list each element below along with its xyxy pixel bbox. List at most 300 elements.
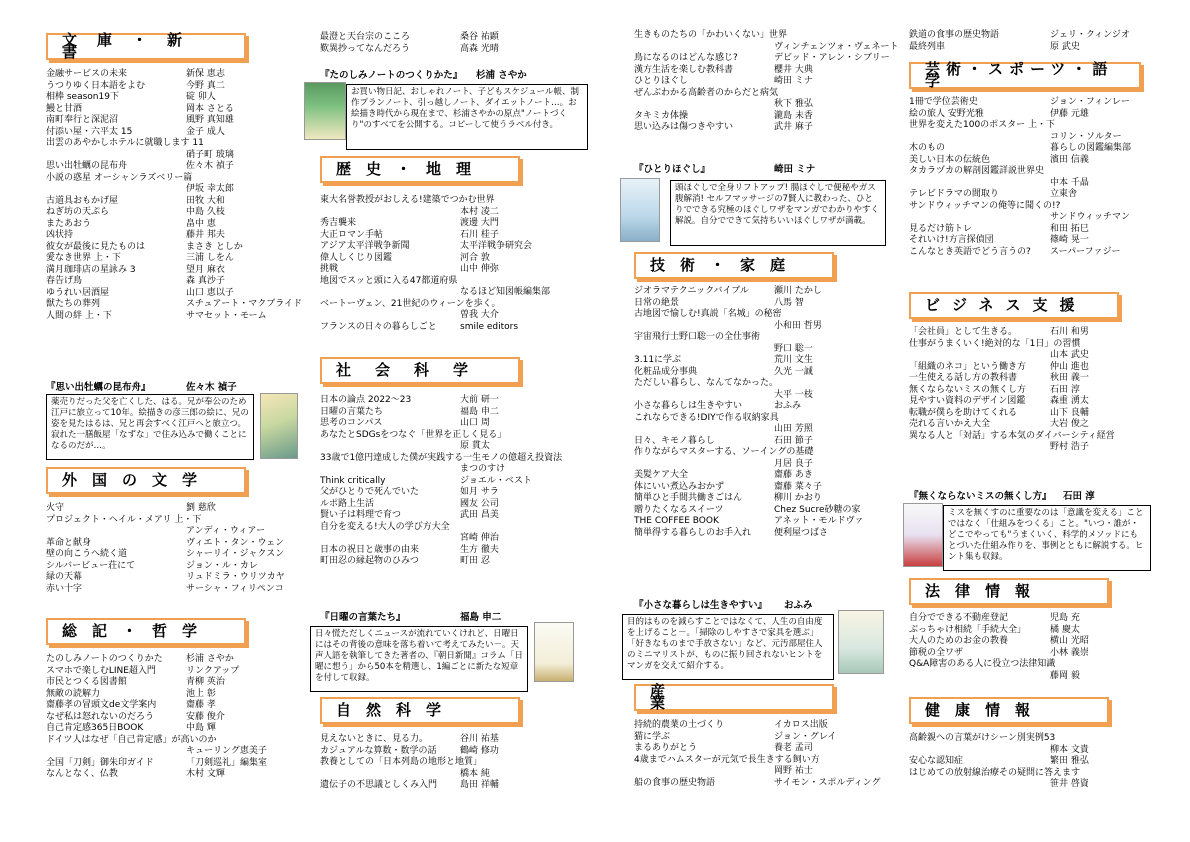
section-header-shakai: 社会科学 xyxy=(320,357,520,384)
list-item xyxy=(909,659,1154,671)
book-author: 石田 節子 xyxy=(774,435,813,446)
list-item xyxy=(320,287,600,299)
book-author: 佐々木 禎子 xyxy=(186,161,234,171)
book-title: 木のもの xyxy=(909,143,946,153)
book-title: 緑の天幕 xyxy=(46,572,83,582)
list-item xyxy=(320,499,600,511)
section-header-rekishi: 歴史・地理 xyxy=(320,156,520,183)
book-author: サマセット・モーム xyxy=(186,310,267,321)
list-item xyxy=(46,69,296,81)
book-author: ヴィンチェンツォ・ヴェネート xyxy=(774,41,899,52)
book-title: 「組織のネコ」という働き方 xyxy=(909,361,1027,372)
list-item xyxy=(320,510,600,522)
list-item xyxy=(634,720,896,732)
section-header-shizen: 自然科学 xyxy=(320,697,520,724)
feature-description: 薬売りだった父を亡くした、はる。兄が奉公のため江戸に旅立って10年。絵描きの彦三郎の絵に、兄の姿を見たはるは、兄と再会すべく江戸へと旅立つ。寂れた一膳飯屋「なずな」で住み込みで働くことになるのだが…。 xyxy=(46,394,254,460)
book-author: 中島 久枝 xyxy=(186,207,225,217)
list-item xyxy=(909,408,1154,420)
list-item xyxy=(46,207,296,219)
book-title: 満月珈琲店の星詠み 3 xyxy=(46,264,136,275)
list-item xyxy=(320,310,600,322)
book-author: 久光 一誠 xyxy=(774,366,813,377)
book-author: 山中 伸弥 xyxy=(460,264,499,274)
book-author: 篠崎 晃一 xyxy=(1050,235,1089,245)
book-title: プロジェクト・ヘイル・メアリ 上・下 xyxy=(46,514,202,525)
book-title: 4歳までハムスターが元気で長生きする飼い方 xyxy=(634,754,820,765)
list-item xyxy=(909,178,1154,190)
book-cover-image xyxy=(620,178,660,242)
book-title: うつりゆく日本語をよむ xyxy=(46,80,146,91)
book-author: デビッド・アレン・シブリー xyxy=(774,53,890,63)
list-item xyxy=(320,780,600,792)
book-author: 硝子町 玻璃 xyxy=(186,149,234,160)
list-item xyxy=(320,734,600,746)
list-item xyxy=(634,355,896,367)
book-title: 思い出牡蠣の昆布舟 xyxy=(46,161,128,171)
book-author: 暮らしの図鑑編集部 xyxy=(1050,143,1132,153)
book-author: 渡邊 大門 xyxy=(460,218,499,228)
book-title: 見るだけ筋トレ xyxy=(909,223,973,234)
list-item xyxy=(320,276,600,288)
book-author: スーパーファジー xyxy=(1050,246,1121,257)
list-item xyxy=(909,362,1154,374)
book-author: 笹井 啓資 xyxy=(1050,779,1089,789)
book-title: 船の食事の歴史物語 xyxy=(634,777,716,788)
list-item xyxy=(320,32,600,44)
list-item xyxy=(909,212,1154,224)
list-item xyxy=(909,143,1154,155)
book-title: 仕事がうまくいく!絶対的な「1日」の習慣 xyxy=(909,338,1081,349)
list-item xyxy=(320,453,600,465)
book-title: 一生使える話し方の教科書 xyxy=(909,373,1018,383)
book-title: あなたとSDGsをつなぐ「世界を正しく見る」 xyxy=(320,429,507,440)
list-item xyxy=(634,447,896,459)
book-title: 思い込みは傷つきやすい xyxy=(634,122,734,132)
list-item xyxy=(320,522,600,534)
book-author: 伊藤 元雄 xyxy=(1050,108,1089,119)
list-item xyxy=(634,459,896,471)
book-title: 見えないときに、見る力。 xyxy=(320,734,429,744)
list-item xyxy=(320,757,600,769)
book-title: シルバービュー荘にて xyxy=(46,560,136,571)
list-item xyxy=(909,779,1154,791)
book-author: 町田 忍 xyxy=(460,556,490,566)
feature-title: 『無くならないミスの無くし方』 石田 淳 xyxy=(909,491,1095,502)
list-item xyxy=(46,288,296,300)
book-author: 大平 一枝 xyxy=(774,389,813,400)
book-author: 和田 拓巳 xyxy=(1050,223,1089,234)
list-item xyxy=(320,195,600,207)
list-item xyxy=(909,30,1154,42)
list-item xyxy=(320,533,600,545)
book-title: 節税の全ワザ xyxy=(909,647,964,658)
book-author: 本村 凌二 xyxy=(460,206,499,217)
section-header-bunko xyxy=(46,33,246,60)
book-title: ぶっちゃけ相続「手続大全」 xyxy=(909,624,1027,635)
book-title: ベートーヴェン、21世紀のウィーンを歩く。 xyxy=(320,298,501,309)
book-author: 國友 公司 xyxy=(460,498,499,509)
book-author: 櫻井 大典 xyxy=(774,64,813,75)
book-title: こんなとき英語でどう言うの? xyxy=(909,246,1031,257)
feature-description: ミスを無くすのに重要なのは「意識を変える」ことではなく「仕組みをつくる」こと。"いつ・誰が・どこでやっても"うまくいく、科学的メソッドにもとづいた仕組み作りを、事例とともに解説する。ヒント集も収録。 xyxy=(943,505,1151,571)
book-author: ヴィエト・タン・ウェン xyxy=(186,537,285,548)
book-author: サイモン・スポルディング xyxy=(774,777,881,788)
book-title: 贈りたくなるスイーツ xyxy=(634,504,724,515)
book-title: 「会社員」として生きる。 xyxy=(909,327,1018,337)
book-author: 岡本 さとる xyxy=(186,103,234,114)
book-author: 劉 慈欣 xyxy=(186,503,216,513)
book-author: コリン・ソルター xyxy=(1050,131,1122,142)
book-author: ジョン・ル・カレ xyxy=(186,560,258,571)
book-author: 橘 慶太 xyxy=(1050,624,1080,635)
book-author: 島田 祥輔 xyxy=(460,780,499,790)
section-header-gijutsu: 技術・家庭 xyxy=(634,252,834,279)
book-title: 遺伝子の不思議としくみ入門 xyxy=(320,780,438,790)
feature-description: お買い物日記、おしゃれノート、子どもスケジュール帳、制作プランノート、引っ越しノート、ダイエットノート…。お絵描き時代から現在まで、杉浦さやかの原点"ノートづくり"のすべてを公開する。コピーして使うラベル付き。 xyxy=(346,84,588,150)
list-item xyxy=(634,778,896,790)
book-author: 宮崎 伸治 xyxy=(460,533,499,543)
list-item xyxy=(46,654,296,666)
book-title: 美髪ケア大全 xyxy=(634,470,689,480)
book-title: 猫に学ぶ xyxy=(634,731,671,742)
book-author: 秋田 義一 xyxy=(1050,373,1089,383)
book-title: 秀吉襲来 xyxy=(320,218,357,228)
book-title: 3.11に学ぶ xyxy=(634,355,682,365)
book-author: 武田 昌美 xyxy=(460,510,499,520)
list-item xyxy=(46,150,296,162)
book-author: 齋藤 菜々子 xyxy=(774,481,822,492)
book-title: 教養としての「日本列島の地形と地質」 xyxy=(320,757,483,767)
book-title: 小さな暮らしは生きやすい xyxy=(634,401,743,411)
list-item xyxy=(46,666,296,678)
book-author: 藤井 邦夫 xyxy=(186,230,225,240)
list-item xyxy=(634,367,896,379)
list-item xyxy=(320,299,600,311)
book-title: 漢方生活を楽しむ教科書 xyxy=(634,64,734,75)
list-item xyxy=(909,247,1154,259)
book-author: 繁田 雅弘 xyxy=(1050,756,1089,766)
list-item xyxy=(634,344,896,356)
list-item xyxy=(634,111,896,123)
book-title: 賢い子は料理で育つ xyxy=(320,510,402,520)
book-author: 野口 聡一 xyxy=(774,343,813,354)
book-title: 彼女が最後に見たものは xyxy=(46,241,146,252)
book-title: 付添い屋・六平太 15 xyxy=(46,126,133,137)
book-author: サーシャ・フィリペンコ xyxy=(186,583,284,594)
book-title: 1冊で学位芸術史 xyxy=(909,97,978,107)
book-title: 転職が僕らを助けてくれる xyxy=(909,407,1018,418)
book-title: スマホで楽しむLINE超入門 xyxy=(46,665,156,676)
list-item xyxy=(46,712,296,724)
book-title: 火守 xyxy=(46,503,65,513)
book-author: 桑谷 祐顕 xyxy=(460,32,499,42)
list-item xyxy=(320,241,600,253)
book-title: 挑戦 xyxy=(320,264,339,274)
book-author: 杉浦 さやか xyxy=(186,654,234,664)
list-item xyxy=(909,756,1154,768)
book-title: 自分を変える!大人の学び方大全 xyxy=(320,521,450,532)
list-item xyxy=(46,104,296,116)
book-title: 日曜の言葉たち xyxy=(320,406,384,417)
book-title: ドイツ人はなぜ「自己肯定感」が高いのか xyxy=(46,734,217,745)
list-item xyxy=(46,184,296,196)
list-item xyxy=(46,700,296,712)
book-title: 東大名誉教授がおしえる!建築でつかむ世界 xyxy=(320,195,495,205)
list-item xyxy=(634,99,896,111)
book-title: ルポ路上生活 xyxy=(320,498,375,509)
book-title: ただしい暮らし、なんてなかった。 xyxy=(634,378,779,388)
list-item xyxy=(634,516,896,528)
book-author: 石田 淳 xyxy=(1050,384,1080,395)
book-author: まさき としか xyxy=(186,241,243,252)
list-item xyxy=(909,373,1154,385)
list-item xyxy=(634,413,896,425)
book-author: イカロス出版 xyxy=(774,720,828,730)
book-title: 大人のためのお金の教養 xyxy=(909,636,1009,646)
book-author: 原 貫太 xyxy=(460,441,490,451)
list-item xyxy=(909,166,1154,178)
book-title: 生きものたちの「かわいくない」世界 xyxy=(634,30,788,40)
book-author: 山田 芳照 xyxy=(774,424,813,434)
list-item xyxy=(46,549,296,561)
list-item xyxy=(634,122,896,134)
book-title: これならできる!DIYで作る収納家具 xyxy=(634,412,779,423)
list-item xyxy=(46,758,296,770)
book-author: 瀬川 たかし xyxy=(774,286,822,296)
book-author: ジェリ・クィンジオ xyxy=(1050,30,1130,40)
book-title: 高齢親への言葉がけシーン別実例53 xyxy=(909,733,1056,743)
book-author: 青柳 英治 xyxy=(186,677,225,687)
book-title: 人間の絆 上・下 xyxy=(46,310,112,321)
list-item xyxy=(46,115,296,127)
book-author: 山口 周 xyxy=(460,418,490,428)
list-item xyxy=(46,746,296,758)
list-item xyxy=(320,395,600,407)
book-title: 簡単得する暮らしのお手入れ xyxy=(634,527,752,538)
list-item xyxy=(634,286,896,298)
book-title: 思考のコンパス xyxy=(320,418,383,428)
book-title: タキミカ体操 xyxy=(634,110,689,121)
list-item xyxy=(909,625,1154,637)
list-item xyxy=(320,253,600,265)
book-title: 鰻と甘酒 xyxy=(46,103,83,114)
book-author: 荒川 文生 xyxy=(774,355,813,365)
book-title: 最終列車 xyxy=(909,41,946,52)
book-title: アジア太平洋戦争新聞 xyxy=(320,241,410,251)
book-title: 壁の向こうへ続く道 xyxy=(46,549,128,559)
book-author: 山口 恵以子 xyxy=(186,287,234,298)
book-title: サンドウィッチマンの俺等に聞くの!? xyxy=(909,200,1061,211)
book-title: 鳥になるのはどんな感じ? xyxy=(634,53,738,63)
list-item xyxy=(634,528,896,540)
feature-title: 『ひとりほぐし』 崎田 ミナ xyxy=(634,164,816,175)
list-item xyxy=(634,766,896,778)
list-item xyxy=(320,464,600,476)
section-header-souki: 総記・哲学 xyxy=(46,618,246,645)
list-item xyxy=(46,584,296,596)
section-header-business: ビジネス支援 xyxy=(909,292,1119,319)
book-title: 相棒 season19下 xyxy=(46,92,119,102)
list-item xyxy=(634,755,896,767)
list-item xyxy=(634,378,896,390)
book-author: 岡野 祐士 xyxy=(774,766,813,776)
book-cover-image xyxy=(260,393,298,459)
book-author: 三浦 しをん xyxy=(186,253,234,263)
list-item xyxy=(634,493,896,505)
list-item xyxy=(909,235,1154,247)
book-title: 持続的農業の土づくり xyxy=(634,720,725,730)
book-title: 偉人しくじり図鑑 xyxy=(320,252,393,263)
list-item xyxy=(909,431,1154,443)
book-author: 谷川 祐基 xyxy=(460,734,499,744)
book-author: リンクアップ xyxy=(186,665,240,676)
book-author: サンドウィッチマン xyxy=(1050,212,1131,222)
list-item xyxy=(46,276,296,288)
book-author: アネット・モルドヴァ xyxy=(774,516,864,526)
list-item xyxy=(909,339,1154,351)
book-title: ぜんぶわかる高齢者のからだと病気 xyxy=(634,87,779,98)
book-title: カジュアルな算数・数学の話 xyxy=(320,745,437,756)
book-author: 木村 文輝 xyxy=(186,769,225,779)
book-title: Q&A障害のある人に役立つ法律知識 xyxy=(909,659,1056,669)
book-author: 畠中 恵 xyxy=(186,218,216,229)
book-author: 山下 良輔 xyxy=(1050,407,1089,418)
book-title: 革命と献身 xyxy=(46,537,92,548)
book-author: 藤岡 毅 xyxy=(1050,670,1080,681)
book-author: 原 武史 xyxy=(1050,41,1080,52)
feature-description: 頭ほぐしで全身リフトアップ! 腸ほぐしで便秘やガス腹解消! セルフマッサージの7賢人に教わった、ひとりでできる究極のほぐしワザをマンガでわかりやすく解説。自分でできて気持ちいいほぐしワザが満載。 xyxy=(670,180,886,246)
book-author: 横山 光昭 xyxy=(1050,636,1089,646)
book-title: テレビドラマの間取り xyxy=(909,189,999,199)
book-title: たのしみノートのつくりかた xyxy=(46,654,163,664)
list-item xyxy=(46,92,296,104)
book-author: ジョン・フィンレー xyxy=(1050,97,1130,107)
book-title: 町田忍の縁起物のひみつ xyxy=(320,556,419,566)
list-item xyxy=(634,88,896,100)
book-author: 小和田 哲男 xyxy=(774,320,822,331)
list-item xyxy=(46,230,296,242)
book-author: Chez Sucre砂糖の家 xyxy=(774,504,861,515)
book-title: 春告げ鳥 xyxy=(46,276,83,286)
book-title: 日々、キモノ暮らし xyxy=(634,435,715,446)
book-title: なんとなく、仏教 xyxy=(46,769,118,779)
book-title: 絵の旅人 安野光雅 xyxy=(909,108,984,119)
list-item xyxy=(909,385,1154,397)
book-title: 南町奉行と深泥沼 xyxy=(46,115,119,125)
list-item xyxy=(46,265,296,277)
book-author: 太平洋戦争研究会 xyxy=(460,241,533,251)
book-author: 小林 義崇 xyxy=(1050,647,1089,658)
book-author: 曽我 大介 xyxy=(460,310,499,320)
book-title: 小説の惑星 オーシャンラズベリー篇 xyxy=(46,172,193,183)
book-author: 生方 徹夫 xyxy=(460,544,499,555)
list-item xyxy=(46,253,296,265)
book-author: 仲山 進也 xyxy=(1050,361,1089,372)
list-item xyxy=(46,526,296,538)
book-title: 愛なき世界 上・下 xyxy=(46,253,121,263)
list-item xyxy=(909,120,1154,132)
book-title: THE COFFEE BOOK xyxy=(634,516,719,526)
feature-title: 『たのしみノートのつくりかた』 杉浦 さやか xyxy=(320,70,527,81)
list-item xyxy=(634,743,896,755)
book-author: リュドミラ・ウリツカヤ xyxy=(186,572,285,582)
list-item xyxy=(634,65,896,77)
book-author: smile editors xyxy=(460,321,519,332)
book-title: 日常の絶景 xyxy=(634,297,680,308)
list-item xyxy=(320,769,600,781)
list-item xyxy=(46,561,296,573)
list-item xyxy=(320,418,600,430)
list-item xyxy=(46,677,296,689)
list-item xyxy=(909,189,1154,201)
list-item xyxy=(909,613,1154,625)
book-author: 今野 真二 xyxy=(186,80,225,91)
book-title: 化粧品成分事典 xyxy=(634,366,698,377)
book-title: 齋藤孝の冒頭文de文学案内 xyxy=(46,700,157,710)
list-item xyxy=(909,201,1154,213)
book-title: タカラヅカの解剖図鑑詳説世界史 xyxy=(909,166,1045,176)
list-item xyxy=(320,264,600,276)
book-title: 日本の論点 2022～23 xyxy=(320,395,412,405)
book-author: 中本 千晶 xyxy=(1050,177,1089,188)
book-author: 福島 申二 xyxy=(460,406,499,417)
section-header-kenko: 健康情報 xyxy=(909,697,1109,724)
book-author: 碇 卯人 xyxy=(186,92,216,102)
book-author: 養老 孟司 xyxy=(774,743,813,753)
section-header-gaikoku: 外国の文学 xyxy=(46,467,246,494)
book-title: 無くならないミスの無くし方 xyxy=(909,384,1027,395)
book-author: 「刀剣巡礼」編集室 xyxy=(186,757,268,768)
list-item xyxy=(46,515,296,527)
book-cover-image xyxy=(304,82,346,140)
book-author: 中島 輝 xyxy=(186,723,216,733)
list-item xyxy=(909,636,1154,648)
book-title: 金融サービスの未来 xyxy=(46,69,128,79)
book-author: 月居 良子 xyxy=(774,458,813,469)
book-cover-image xyxy=(534,622,574,682)
book-title: 体にいい煮込みおかず xyxy=(634,481,725,492)
book-author: アンディ・ウィアー xyxy=(186,526,266,536)
book-title: 出雲のあやかしホテルに就職します 11 xyxy=(46,138,204,148)
list-item xyxy=(46,81,296,93)
list-item xyxy=(634,332,896,344)
book-author: 崎田 ミナ xyxy=(774,76,813,86)
list-item xyxy=(634,298,896,310)
book-title: 市民とつくる図書館 xyxy=(46,677,127,687)
list-item xyxy=(320,487,600,499)
book-author: 便利屋つばさ xyxy=(774,527,829,538)
list-item xyxy=(909,97,1154,109)
book-title: 33歳で1億円達成した僕が実践する一生モノの億超え投資法 xyxy=(320,452,563,463)
book-author: 伊坂 幸太郎 xyxy=(186,184,234,194)
book-title: それいけ!方言探偵団 xyxy=(909,235,994,245)
book-author: 金子 成人 xyxy=(186,126,225,137)
book-author: まつのすけ xyxy=(460,464,506,474)
book-author: 新保 恵志 xyxy=(186,69,225,79)
book-author: 野村 浩子 xyxy=(1050,442,1089,452)
book-title: 美しい日本の伝統色 xyxy=(909,154,991,165)
list-item xyxy=(320,230,600,242)
list-item xyxy=(46,572,296,584)
list-item xyxy=(634,401,896,413)
list-item xyxy=(46,311,296,323)
list-item xyxy=(46,196,296,208)
book-title: 古地図で愉しむ!真説「名城」の秘密 xyxy=(634,309,782,319)
book-title: 大正ロマン手帖 xyxy=(320,229,384,240)
book-author: 安藤 俊介 xyxy=(186,711,225,722)
book-title: ひとりほぐし xyxy=(634,76,689,86)
list-item xyxy=(634,53,896,65)
